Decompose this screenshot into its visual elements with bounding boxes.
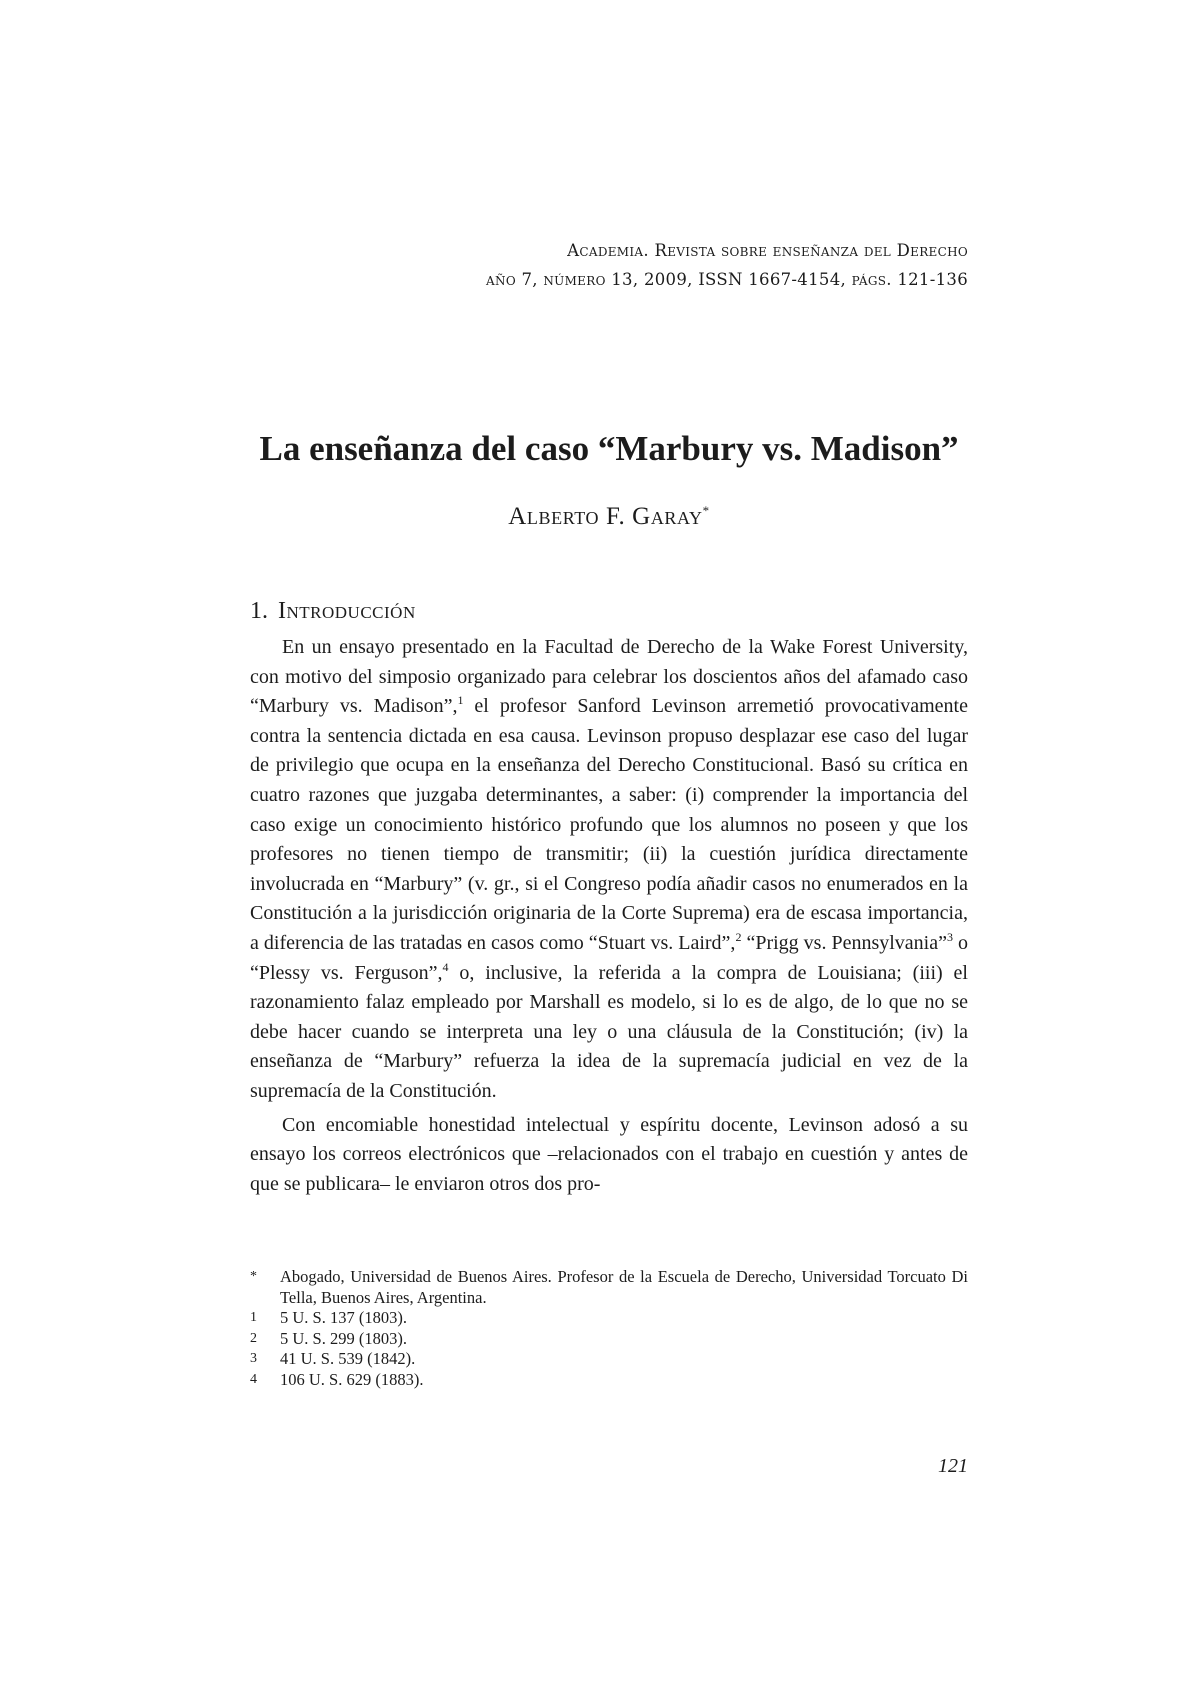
page-number: 121 xyxy=(938,1455,968,1477)
footnote-text: 5 U. S. 299 (1803). xyxy=(280,1328,407,1348)
paragraph-1-part-e: o, inclusive, la referida a la compra de Louisiana; (iii) el razonamiento falaz empleado por Marshall es modelo, si lo es de algo, de lo que no se debe hacer cuando se interpreta una ley o una cláusula de la Constitución; (iv) la enseñanza de “Marbury” refuerza la idea de la supremacía judicial en vez de la supremacía de la Constitución. xyxy=(250,961,968,1102)
paragraph-1-part-c: “Prigg vs. Pennsylvania” xyxy=(741,931,947,954)
paragraph-1-part-b: el profesor Sanford Levinson arremetió provocativamente contra la sentencia dictada en esa causa. Levinson propuso desplazar ese caso del lugar de privilegio que ocupa en la enseñanza del Derecho Constitucional. Basó su crítica en cuatro razones que juzgaba determinantes, a saber: (i) comprender la importancia del caso exige un conocimiento histórico profundo que los alumnos no poseen y que los profesores no tienen tiempo de transmitir; (ii) la cuestión jurídica directamente involucrada en “Marbury” (v. gr., si el Congreso podía añadir casos no enumerados en la Constitución a la jurisdicción originaria de la Corte Suprema) era de escasa importancia, a diferencia de las tratadas en casos como “Stuart vs. Laird”, xyxy=(250,695,968,954)
paragraph-1 xyxy=(250,633,968,1107)
journal-title: Academia. Revista sobre enseñanza del Derecho xyxy=(567,241,968,260)
journal-issue-info: año 7, número 13, 2009, ISSN 1667-4154, págs. 121-136 xyxy=(486,270,968,289)
section-title: Introducción xyxy=(278,598,416,624)
footnote-text: 41 U. S. 539 (1842). xyxy=(280,1349,416,1368)
author-name: Alberto F. Garay xyxy=(508,503,703,530)
paragraph-2: Con encomiable honestidad intelectual y espíritu docente, Levinson adosó a su ensayo los correos electrónicos que –relacionados con el trabajo en cuestión y antes de que se publicara– le enviaron otros dos pro- xyxy=(250,1113,968,1195)
paragraph-1-part-d: o “Plessy vs. Ferguson”, xyxy=(250,931,969,984)
footnote-mark: * xyxy=(250,1269,257,1284)
footnote-text: 5 U. S. 137 (1803). xyxy=(280,1308,407,1327)
footnote-1 xyxy=(250,1308,968,1329)
footnote-4 xyxy=(250,1370,968,1391)
author-line xyxy=(250,503,968,531)
author-footnote-marker[interactable]: * xyxy=(702,503,710,518)
section-heading xyxy=(250,597,416,625)
footnote-ref-3[interactable]: 3 xyxy=(947,929,953,944)
footnote-mark: 1 xyxy=(250,1310,257,1325)
footnote-3 xyxy=(250,1349,968,1370)
footnote-text: Abogado, Universidad de Buenos Aires. Profesor de la Escuela de Derecho, Universidad Torcuato Di Tella, Buenos Aires, Argentina. xyxy=(280,1267,968,1307)
body-text xyxy=(250,633,968,1203)
footnote-mark: 3 xyxy=(250,1351,257,1366)
article-title: La enseñanza del caso “Marbury vs. Madison” xyxy=(259,429,959,468)
section-number: 1. xyxy=(250,598,268,624)
footnotes xyxy=(250,1267,968,1390)
footnote-author xyxy=(250,1267,968,1308)
journal-header xyxy=(360,236,968,294)
footnote-2 xyxy=(250,1329,968,1350)
paragraph-1-part-a: En un ensayo presentado en la Facultad de Derecho de la Wake Forest University, con motivo del simposio organizado para celebrar los doscientos años del afamado caso “Marbury vs. Madison”, xyxy=(250,636,968,718)
footnote-ref-2[interactable]: 2 xyxy=(735,929,742,944)
footnote-mark: 4 xyxy=(250,1371,257,1387)
footnote-mark: 2 xyxy=(250,1330,257,1346)
footnote-ref-4[interactable]: 4 xyxy=(442,959,449,974)
footnote-ref-1[interactable]: 1 xyxy=(457,693,464,708)
footnote-text: 106 U. S. 629 (1883). xyxy=(280,1369,424,1389)
